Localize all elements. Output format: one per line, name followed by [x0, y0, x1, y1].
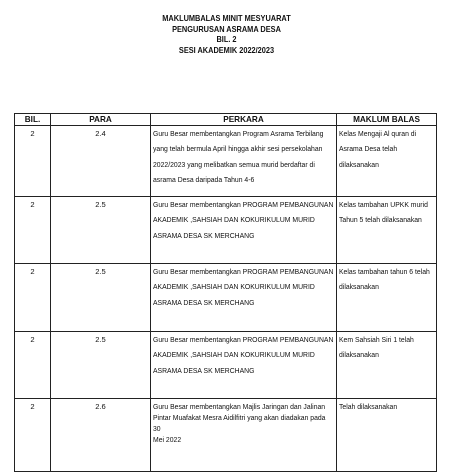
perkara-line: ASRAMA DESA SK MERCHANG	[153, 297, 255, 307]
cell-bil: 2	[15, 126, 51, 197]
maklum-line: dilaksanakan	[339, 350, 379, 360]
cell-bil: 2	[15, 197, 51, 264]
header-session: SESI AKADEMIK 2022/2023	[178, 44, 275, 55]
maklum-line: dilaksanakan	[339, 282, 379, 292]
maklum-line: Kelas tambahan UPKK murid	[339, 200, 428, 209]
perkara-line: AKADEMIK ,SAHSIAH DAN KOKURIKULUM MURID	[153, 215, 315, 225]
cell-maklum-balas	[337, 126, 437, 197]
column-header-para: PARA	[51, 114, 151, 126]
cell-bil: 2	[15, 399, 51, 472]
perkara-line: asrama Desa daripada Tahun 4-6	[153, 174, 255, 184]
perkara-line: ASRAMA DESA SK MERCHANG	[153, 230, 255, 240]
cell-bil: 2	[15, 264, 51, 332]
cell-perkara	[151, 332, 337, 399]
table-row	[15, 399, 437, 472]
cell-perkara	[151, 399, 337, 472]
cell-maklum-balas	[337, 332, 437, 399]
maklum-line: dilaksanakan	[339, 159, 379, 169]
cell-bil: 2	[15, 332, 51, 399]
cell-para: 2.6	[51, 399, 151, 472]
perkara-line: yang telah bermula April hingga akhir sesi persekolahan	[153, 144, 323, 154]
cell-para: 2.5	[51, 197, 151, 264]
perkara-line: ASRAMA DESA SK MERCHANG	[153, 365, 255, 375]
maklum-line: Kelas Mengaji Al quran di	[339, 129, 417, 138]
document-header	[27, 13, 426, 55]
cell-para: 2.5	[51, 264, 151, 332]
cell-para: 2.5	[51, 332, 151, 399]
perkara-line: Mei 2022	[153, 435, 182, 444]
table-header-row	[15, 114, 437, 126]
perkara-line: Guru Besar membentangkan PROGRAM PEMBANGUNAN	[153, 335, 334, 344]
cell-maklum-balas	[337, 264, 437, 332]
cell-perkara	[151, 197, 337, 264]
perkara-line: Guru Besar membentangkan Program Asrama Terbilang	[153, 129, 324, 138]
maklum-line: Telah dilaksanakan	[339, 402, 398, 411]
perkara-line: Guru Besar membentangkan PROGRAM PEMBANGUNAN	[153, 200, 334, 209]
maklum-line: Asrama Desa telah	[339, 144, 398, 154]
cell-perkara	[151, 264, 337, 332]
header-title: MAKLUMBALAS MINIT MESYUARAT	[162, 13, 291, 23]
column-header-bil: BIL.	[15, 114, 51, 126]
column-header-maklum-balas: MAKLUM BALAS	[337, 114, 437, 126]
cell-maklum-balas	[337, 197, 437, 264]
maklum-line: Kelas tambahan tahun 6 telah	[339, 267, 430, 276]
header-subtitle: PENGURUSAN ASRAMA DESA	[172, 23, 281, 34]
column-header-perkara: PERKARA	[151, 114, 337, 126]
perkara-line: Guru Besar membentangkan Majlis Jaringan dan Jalinan	[153, 402, 326, 411]
perkara-line: AKADEMIK ,SAHSIAH DAN KOKURIKULUM MURID	[153, 350, 315, 360]
table-row	[15, 197, 437, 264]
maklum-line: Kem Sahsiah Siri 1 telah	[339, 335, 414, 344]
table-row	[15, 126, 437, 197]
table-row	[15, 332, 437, 399]
perkara-line: AKADEMIK ,SAHSIAH DAN KOKURIKULUM MURID	[153, 282, 315, 292]
cell-maklum-balas	[337, 399, 437, 472]
maklum-line: Tahun 5 telah dilaksanakan	[339, 215, 422, 225]
header-meeting-number: BIL. 2	[216, 34, 237, 45]
cell-perkara	[151, 126, 337, 197]
minutes-table	[14, 113, 437, 472]
perkara-line: Pintar Muafakat Mesra Aidilfitri yang akan diadakan pada 30	[153, 413, 326, 433]
perkara-line: Guru Besar membentangkan PROGRAM PEMBANGUNAN	[153, 267, 334, 276]
perkara-line: 2022/2023 yang melibatkan semua murid berdaftar di	[153, 159, 315, 169]
table-row	[15, 264, 437, 332]
cell-para: 2.4	[51, 126, 151, 197]
